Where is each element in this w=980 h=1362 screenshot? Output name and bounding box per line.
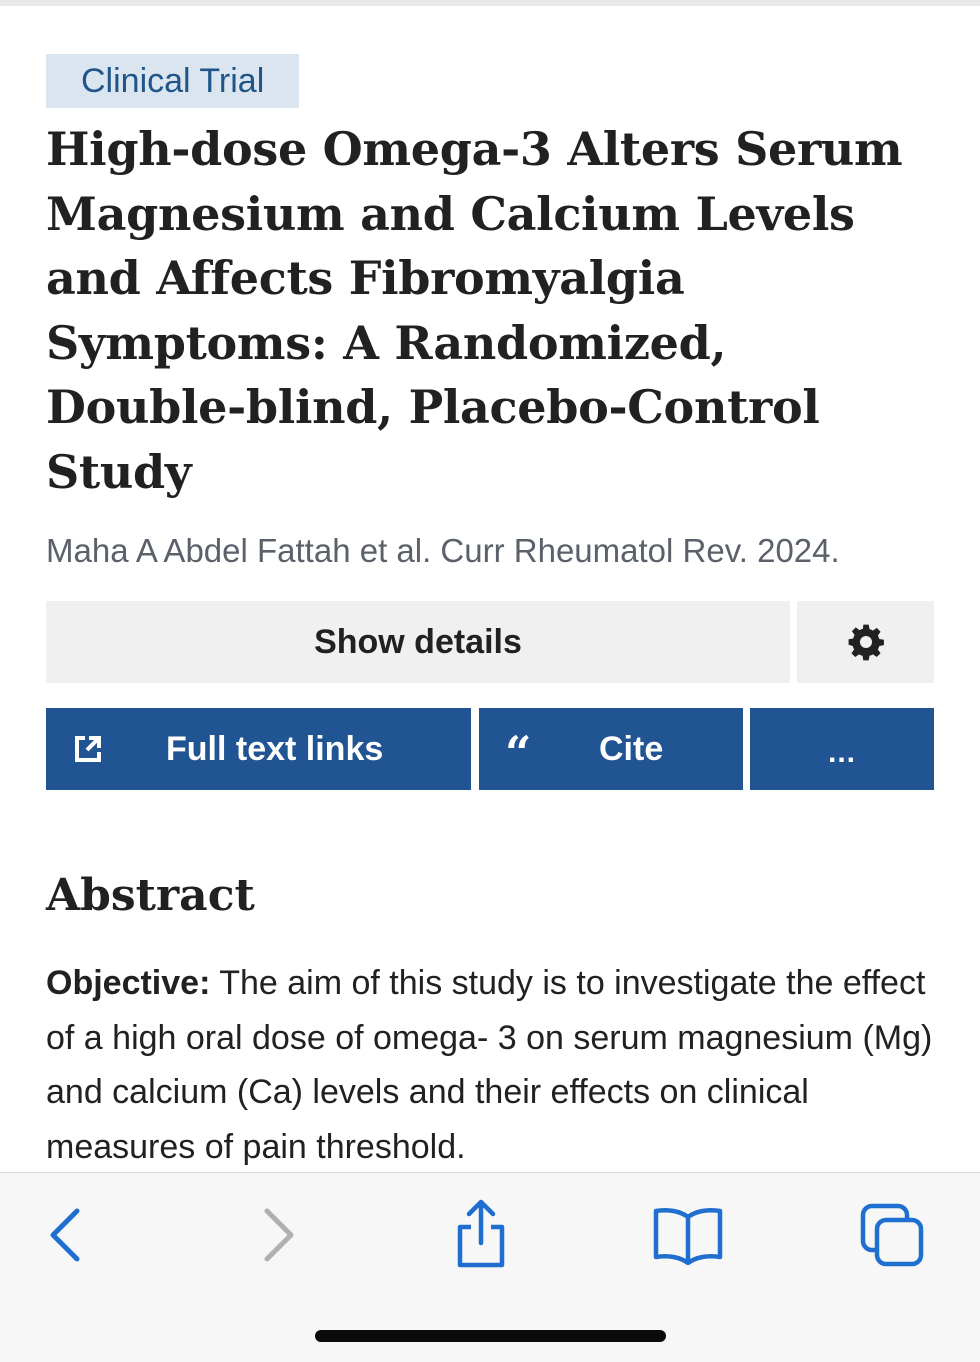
- tabs-button[interactable]: [853, 1195, 933, 1275]
- article-citation: Maha A Abdel Fattah et al. Curr Rheumatol Rev. 2024.: [46, 532, 840, 569]
- forward-button[interactable]: [239, 1195, 319, 1275]
- cite-button[interactable]: [479, 708, 743, 790]
- external-link-icon: [72, 733, 104, 765]
- action-buttons-row: [46, 708, 934, 790]
- cite-label: Cite: [599, 730, 664, 768]
- bookmarks-button[interactable]: [648, 1195, 728, 1275]
- full-text-links-label: Full text links: [166, 730, 384, 768]
- publication-type-badge[interactable]: Clinical Trial: [46, 54, 299, 108]
- more-actions-button[interactable]: [750, 708, 934, 790]
- share-button[interactable]: [441, 1195, 521, 1275]
- forward-icon: [259, 1205, 299, 1265]
- more-icon: ...: [827, 736, 856, 769]
- quote-icon: “: [505, 726, 532, 780]
- back-icon: [45, 1205, 85, 1265]
- tabs-icon: [859, 1202, 927, 1268]
- objective-text: The aim of this study is to investigate the effect of a high oral dose of omega- 3 on serum magnesium (Mg) and calcium (Ca) levels and their effects on clinical measures of pain threshold.: [46, 964, 933, 1166]
- show-details-button[interactable]: Show details: [46, 601, 790, 683]
- home-indicator[interactable]: [315, 1330, 666, 1342]
- full-text-links-button[interactable]: [46, 708, 471, 790]
- top-divider: [0, 0, 980, 6]
- bookmarks-icon: [652, 1205, 724, 1265]
- objective-label: Objective:: [46, 964, 211, 1002]
- abstract-heading: Abstract: [46, 870, 255, 921]
- article-title: High-dose Omega-3 Alters Serum Magnesium and Calcium Levels and Affects Fibromyalgia Symptoms: A Randomized, Double-blind, Placebo-Control Study: [46, 122, 903, 499]
- gear-icon: [847, 623, 885, 661]
- display-options-button[interactable]: [797, 601, 934, 683]
- article-header: [46, 54, 934, 578]
- abstract-objective: [46, 956, 934, 1174]
- share-icon: [451, 1199, 511, 1271]
- back-button[interactable]: [25, 1195, 105, 1275]
- details-row: [46, 601, 934, 683]
